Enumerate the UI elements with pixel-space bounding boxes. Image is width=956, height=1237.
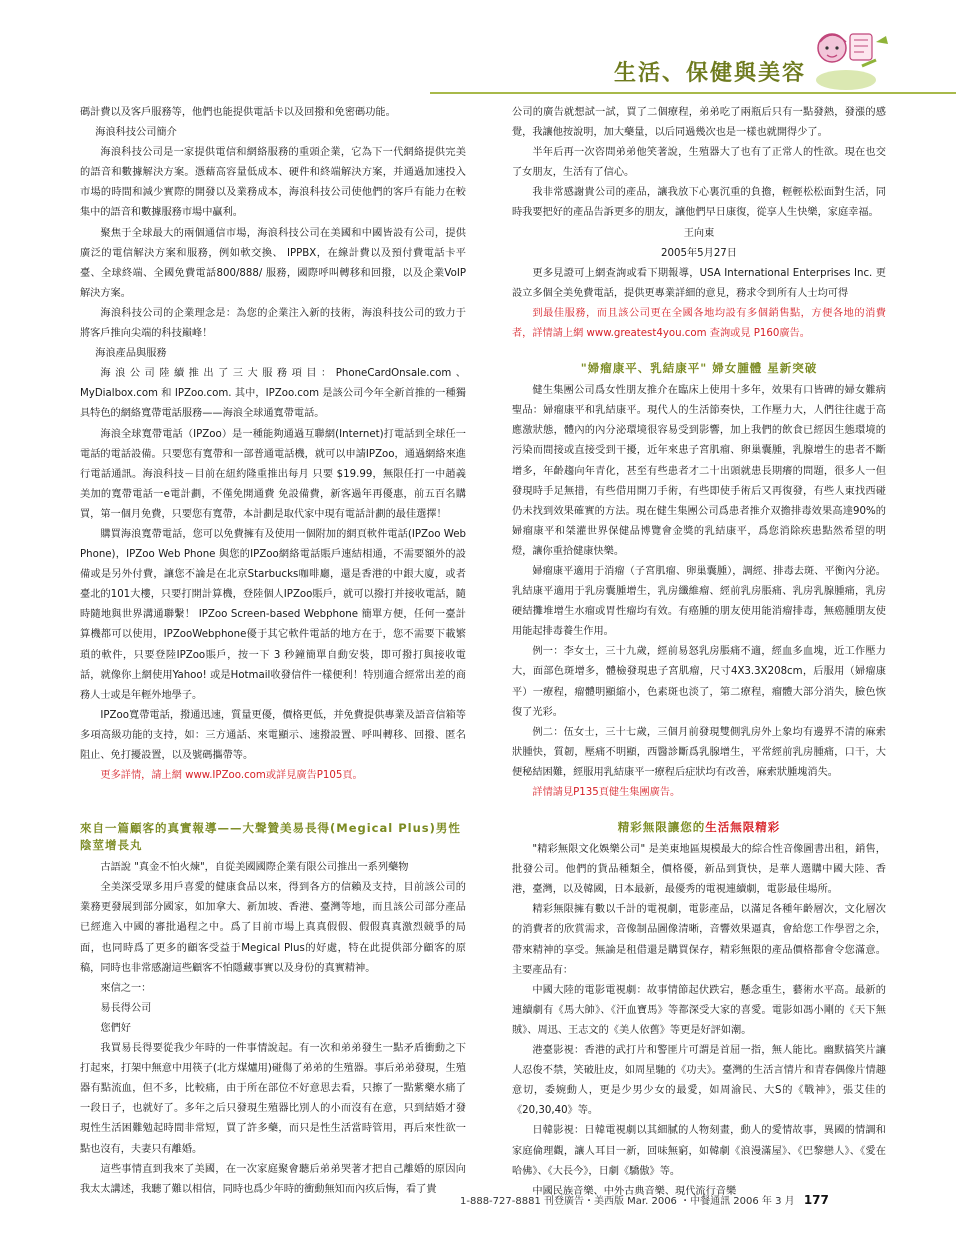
article-subheading: 海浪產品與服務 — [95, 348, 167, 360]
article-subheading: 海浪科技公司簡介 — [95, 127, 177, 139]
article-paragraph: 這些事情直到我來了美國，在一次家庭聚會聽后弟弟哭著才把自己離婚的原因向我太太講述，我聽了難以相信，同時也爲少年時的衝動無知而內疚后悔，看了貴 — [80, 1163, 466, 1195]
article-paragraph: 港臺影視：香港的武打片和警匪片可謂是首屈一指，無人能比。幽默搞笑片讓人忍俊不禁，笑破肚皮，如周星馳的《功夫》。臺灣的生活言情片和青春偶像片情趣意切，委婉動人，更是少男少女的最愛，如周渝民、大S的《戰神》，張艾佳的《20,30,40》等。 — [512, 1045, 886, 1117]
article-paragraph: "精彩無限文化娛樂公司" 是美東地區規模最大的綜合性音像圖書出租，銷售，批發公司。他們的貨品種類全，價格優，新品到貨快，是華人選購中國大陸、香港，臺灣，以及韓國，日本最新，最優秀的電視連續劇，電影最佳場所。 — [512, 844, 886, 896]
article-paragraph: 聚焦于全球最大的兩個通信市場，海浪科技公司在美國和中國皆設有公司，提供廣泛的電信解決方案和服務，例如軟交換、 IPPBX，在線計費以及預付費電話卡平臺、全球終端、全國免費電話800/888/ 服務，國際呼叫轉移和回撥，以及企業VoIP解決方案。 — [80, 227, 466, 299]
article-paragraph: 更多見證可上網查詢或看下期報導，USA International Enterprises Inc. 更設立多個全美免費電話，提供更專業詳細的意見，務求令到所有人士均可得 — [512, 267, 886, 299]
article-paragraph: 精彩無限擁有數以千計的電視劇，電影產品，以滿足各種年齡層次，文化層次的消費者的欣賞需求，音像制品圖像清晰，音響效果逼真，會給您工作學習之余，帶來精神的享受。無論是租借還是購買保存，精彩無限的產品價格都會令您滿意。主要產品有： — [512, 904, 886, 976]
article-title — [512, 819, 886, 836]
article-paragraph: 全美深受眾多用戶喜愛的健康食品以來，得到各方的信賴及支持，目前該公司的業務更發展到部分國家，如加拿大、新加坡、香港、臺灣等地，而且該公司部分產品已經進入中國的審批過程之中。爲了目前市場上真真假假、假假真真激烈競爭的局面，也同時爲了更多的顧客受益于Megical Plus的好處，特在此提供部分顧客的原稿，同時也非常感謝這些顧客不怕隱藏事實以及身份的真實精神。 — [80, 882, 466, 974]
article-paragraph: 婦瘤康平適用于消瘤（子宮肌瘤、卵巢囊腫），調經、排毒去斑、平衡內分泌。乳結康平適用于乳房囊腫增生，乳房纖維瘤、經前乳房脹痛、乳房乳腺腫痛，乳房硬結攤堆增生水瘤或胃性瘤均有效。有癌腫的朋友使用能消瘤排毒，無癌腫朋友使用能起排毒養生作用。 — [512, 565, 886, 638]
article-contact-link[interactable]: 詳情請見P135頁健生集團廣告。 — [532, 787, 681, 798]
article-contact-link[interactable]: 到最佳服務，而且該公司更在全國各地均設有多個銷售點，方便各地的消費者，詳情請上網 www.greatest4you.com 查詢或見 P160廣告。 — [512, 307, 886, 340]
letter-line: 您們好 — [100, 1022, 131, 1034]
article-title: "婦瘤康平、乳結康平" 婦女腫體 星新突破 — [580, 361, 818, 376]
article-paragraph: 我買易長得要從我少年時的一件事情說起。有一次和弟弟發生一點矛盾衝動之下打起來，打架中無意中用筷子(北方煤爐用)碰傷了弟弟的生殖器。事后弟弟發現，生殖器有點流血，但不多，比較痛，由于所在部位不好意思去看，只擦了一點紫藥水痛了一段日子，也就好了。多年之后只發現生殖器比別人的小而沒有在意，只到結婚才發現性生活困難勉起時間非常短，買了許多藥，而只是性生活當時管用，再后來性欲一點也沒有，夫妻只有離婚。 — [80, 1043, 466, 1155]
article-paragraph: 健生集團公司爲女性朋友推介在臨床上使用十多年，效果有口皆碑的婦女難病聖品：婦瘤康平和乳結康平。現代人的生活節奏快，工作壓力大，人們往往處于高應激狀態，體內的內分泌環境很容易受到影響，加上我們的飲食已經因生態環境的污染而間接或直接受到干擾，近年來患子宮肌瘤、卵巢囊腫，乳腺增生的患者不斷增多，年齡趨向年青化，甚至有些患者才二十出頭就患長期癢的問題，很多人一但發現時手足無措，有些借用開刀手術，有些即使手術后又再復發，有些人東找西碰仍未找到效果確實的方法。現在健生集團公司爲患者推介双擔排毒效果高達90%的婦瘤康平和桀灌世界保健品博覽會金獎的乳結康平，爲您消除疾患點然希望的明燈，讓你重拾健康快樂。 — [512, 385, 886, 557]
article-paragraph: 海浪全球寬帶電話（IPZoo）是一種能夠通過互聯網(Internet)打電話到全球任一電話的電話設備。只要您有寬帶和一部普通電話機，就可以申請IPZoo，通過網絡來進行電話通訊。海浪科技－目前在紐約隆重推出每月 只要 $19.99，無限任打一中趙義美加的寬帶電話一e電計劃，不僅免開通費 免設備費，新客過年再優惠，前五百名購買，第一個月免費，只要您有寬帶，本計劃是取代家中現有電話計劃的最佳選擇！ — [80, 428, 466, 520]
header-rule — [430, 92, 956, 94]
page-number: 177 — [803, 1193, 829, 1207]
article-paragraph: 古語說 "真金不怕火煉"，自從美國國際企業有限公司推出一系列藥物 — [100, 862, 409, 874]
article-paragraph: 海浪科技公司是一家提供電信和網絡服務的重頭企業，它為下一代網絡提供完美的語音和數據解決方案。憑藉高容量低成本、硬件和終端解決方案，并通過加速投入市場的時間和減少實際的開發以及業務成本，海浪科技公司使他們的客戶有能力在較集中的語音和數據服務市場中贏利。 — [80, 147, 466, 219]
article-title: 來自一篇顧客的真實報導——大聲贊美易長得(Megical Plus)男性陰莖增長丸 — [80, 821, 461, 853]
page-footer — [460, 1192, 829, 1207]
article-paragraph: 中國大陸的電影電視劇：故事情節起伏跌宕，懸念重生，藝術水平高。最新的連續劇有《馬大帥》、《汗血寶馬》等都深受大家的喜愛。電影如馮小剛的《天下無賊》、周迅、王志文的《美人依舊》等更是好評如潮。 — [512, 984, 886, 1036]
article-paragraph: 購買海浪寬帶電話，您可以免費擁有及使用一個附加的網頁軟件電話(IPZoo Web Phone)，IPZoo Web Phone 與您的IPZoo網絡電話賬戶連結相通，不需要額外的設備或是另外付費，讓您不論是在北京Starbucks咖啡廳，還是香港的中銀大廈，或者臺北的101大樓，只要打開計算機，登陸個人IPZoo賬戶，就可以撥打并接收電話，隨時隨地與世界溝通聯繫！ IPZoo Screen-based Webphone 簡單方便，任何一臺計算機都可以使用，IPZooWebphone優于其它軟件電話的地方在于，您不需要下載繁瑣的軟件，只要登陸IPZoo賬戶，按一下 3 秒鐘簡單自動安裝，即可撥打與接收電話，就像你上網使用Yahoo! 或是Hotmail收發信件一樣便利！特別適合經常出差的商務人士或是年輕外地學子。 — [80, 528, 466, 701]
article-paragraph: 中國民族音樂、中外古典音樂、現代流行音樂 — [532, 1185, 737, 1197]
letter-line: 來信之一： — [100, 982, 152, 994]
letter-line: 易長得公司 — [100, 1002, 152, 1014]
article-paragraph: 公司的廣告就想試一試，買了二個療程，弟弟吃了兩瓶后只有一點發熱，發漲的感覺，我讓他按說明，加大藥量，以后同過幾次也是一樣也就開得少了。 — [512, 107, 886, 139]
right-column — [512, 103, 886, 1197]
article-paragraph: 例一：李女士，三十九歲，經前易怒乳房脹痛不適，經血多血塊，近工作壓力大，面部色斑增多，體檢發現患子宮肌瘤，尺寸4X3.3X208cm，后服用（婦瘤康平）一療程，瘤體明顯縮小，色素斑也淡了，第二療程，瘤體大部分消失，臉色恢復了光彩。 — [512, 646, 886, 718]
article-paragraph: 我非常感謝貴公司的產品，讓我放下心裏沉重的負擔，輕輕松松面對生活，同時我要把好的產品告訴更多的朋友，讓他們早日康復，從享人生快樂，家庭幸福。 — [512, 187, 886, 219]
letter-date: 2005年5月27日 — [661, 247, 737, 259]
letter-signature: 王向東 — [683, 227, 715, 239]
article-paragraph: 碼計費以及客戶服務等，他們也能提供電話卡以及回撥和免密碼功能。 — [80, 107, 396, 118]
lifestyle-illustration-icon — [802, 28, 894, 98]
footer-text: 1-888-727-8881 刊登廣告・美西版 Mar. 2006 ・中餐通訊 2006 年 3 月 — [460, 1196, 795, 1207]
page-header — [0, 0, 956, 100]
article-contact-link[interactable]: 更多詳情，請上網 www.IPZoo.com或詳見廣告P105頁。 — [100, 770, 363, 782]
article-paragraph: IPZoo寬帶電話，撥通迅速，質量更優，價格更低，并免費提供專業及語音信箱等多項高級功能的支持，如：三方通話、來電顯示、速撥設置、呼叫轉移、回撥、匿名阻止、免打擾設置，以及號碼攜帶等。 — [80, 709, 466, 761]
article-paragraph: 例二：伍女士，三十七歲，三個月前發現雙側乳房外上象均有邊界不清的麻索狀腫快，質韌，壓痛不明顯，西醫診斷爲乳腺增生，平常經前乳房腫痛，口干，大便秘結困難，經服用乳結康平一療程后症狀均有改善，麻索狀腫塊消失。 — [512, 726, 886, 778]
section-title: 生活、保健與美容 — [613, 61, 806, 86]
article-title-highlight: 生活無限精彩 — [705, 820, 781, 835]
article-paragraph: 半年后再一次咨問弟弟他笑著說，生殖器大了也有了正常人的性欲。現在也交了女朋友，生活有了信心。 — [512, 147, 886, 179]
article-title-part: 精彩無限讓您的 — [617, 820, 706, 835]
article-paragraph: 海浪科技公司的企業理念是：為您的企業注入新的技術，海浪科技公司的致力于將客戶推向尖端的科技巔峰！ — [80, 307, 466, 340]
left-column — [80, 103, 466, 1195]
article-paragraph: 海浪公司陸續推出了三大服務項目：PhoneCardOnsale.com、MyDialbox.com 和 IPZoo.com. 其中，IPZoo.com 是該公司今年全新首推的一種獨具特色的網絡寬帶電話服務——海浪全球通寬帶電話。 — [80, 368, 466, 420]
article-paragraph: 日韓影視：日韓電視劇以其細膩的人物刻畫，動人的愛情故事，異國的情調和家庭倫理觀，讓人耳目一新，回味無窮，如韓劇《浪漫滿屋》、《巴黎戀人》、《愛在哈佛》、《大長今》，日劇《驕傲》等。 — [512, 1125, 886, 1177]
